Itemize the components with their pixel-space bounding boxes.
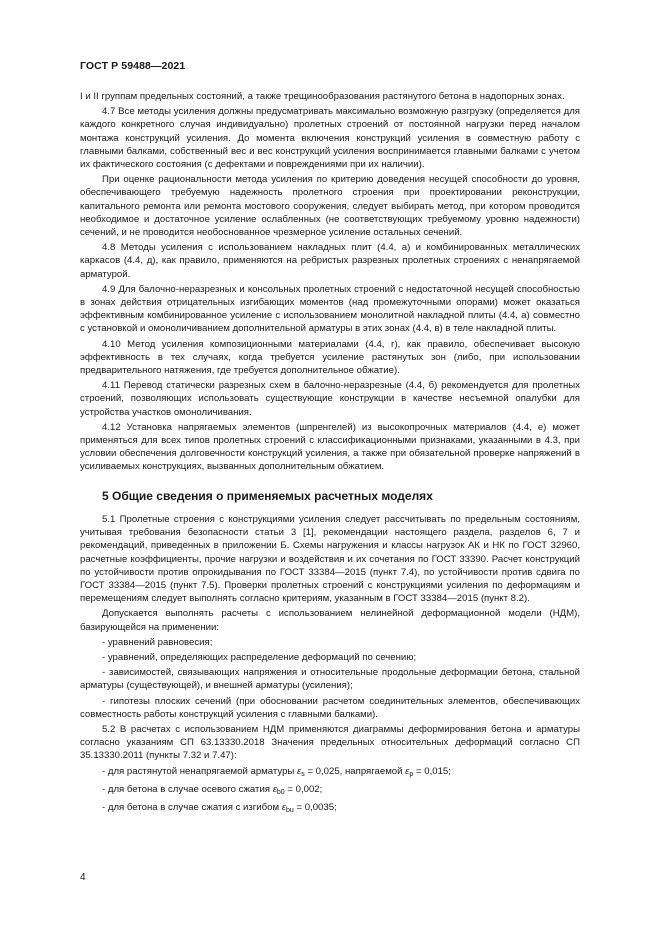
strain-limit-bending-compression: - для бетона в случае сжатия с изгибом $\varepsilon_{bu} = 0,0035$; [102,801,337,814]
paragraph-ndm-intro: Допускается выполнять расчеты с использованием нелинейной деформационной модели (НДМ), базирующейся на применении: [80,608,580,633]
paragraph-4-7: 4.7 Все методы усиления должны предусматривать максимально возможную разгрузку (определяется для каждого конкретного случая индивидуально) пролетных строений от постоянной нагрузки перед началом монтажа конструкций усиления. До момента включения конструкций усиления в совместную работу с главными балками, собственный вес и вес конструкций усиления воспринимается главными балками с учетом их фактического состояния (с дефектами и повреждениями при их наличии). [80,106,580,171]
section-5-heading: 5 Общие сведения о применяемых расчетных моделях [102,488,433,503]
paragraph-5-2: 5.2 В расчетах с использованием НДМ применяются диаграммы деформирования бетона и арматуры согласно указаниям СП 63.13330.2018 Значения предельных относительных деформаций согласно СП 35.13330.2011 (пункты 7.32 и 7.47): [80,723,580,762]
list-item: - зависимостей, связывающих напряжения и относительные продольные деформации бетона, стальной арматуры (существующей), и внешней арматуры (усиления); [80,667,580,692]
paragraph-4-12: 4.12 Установка напрягаемых элементов (шпренгелей) из высокопрочных материалов (4.4, е) может применяться для всех типов пролетных строений с классификационными признаками, указанными в 4.3, при условии обеспечения долговечности конструкций усиления, а также при обязательной проверке напряжений в усиливаемых конструкциях, вызванных дополнительным обжатием. [80,421,580,473]
list-item: - гипотезы плоских сечений (при обосновании расчетом соединительных элементов, обеспечивающих совместность работы конструкций усиления с главными балками). [80,695,580,720]
list-item: - уравнений равновесия; [102,636,213,648]
paragraph-4-6-continuation: I и II группам предельных состояний, а также трещинообразования растянутого бетона в надопорных зонах. [80,91,565,102]
paragraph-4-9: 4.9 Для балочно-неразрезных и консольных пролетных строений с недостаточной несущей способностью в зонах действия отрицательных изгибающих моментов (над промежуточными опорами) может оказаться эффективным комбинированное усиление с использованием монолитной накладной плиты (4.4, а) совместно с установкой и омоноличиванием дополнительной арматуры в этих зонах (4.4, в) в теле накладной плиты. [80,283,580,335]
paragraph-5-1: 5.1 Пролетные строения с конструкциями усиления следует рассчитывать по предельным состояниям, учитывая требования безопасности статьи 3 [1], рекомендации настоящего раздела, разделов 6, 7 и рекомендаций, приведенных в приложении Б. Схемы нагружения и классы нагрузок АК и НК по ГОСТ 32960, расчетные коэффициенты, прочие нагрузки и воздействия и их сочетания по ГОСТ 33390. Расчет конструкций по устойчивости против опрокидывания по ГОСТ 33384—2015 (пункт 7.4), по устойчивости против сдвига по ГОСТ 33384—2015 (пункт 7.5). Проверки пролетных строений с конструкциями усиления по деформациям и перемещениям следует выполнять согласно критериям, указанным в ГОСТ 33384—2015 (пункт 8.2). [80,513,580,605]
paragraph-4-11: 4.11 Перевод статически разрезных схем в балочно-неразрезные (4.4, б) рекомендуется для пролетных строений, позволяющих использовать существующие конструкции в качестве несъемной опалубки для устройства участков омоноличивания. [80,380,580,418]
paragraph-4-7-rationality: При оценке рациональности метода усиления по критерию доведения несущей способности до уровня, обеспечивающего требуемую надежность пролетного строения при проектировании реконструкции, капитального ремонта или ремонта мостового сооружения, следует выбирать метод, при котором проводится необходимое и достаточное усиление ослабленных (не соответствующих требуемому уровню надежности) сечений, и не проводится необоснованное чрезмерное усиление остальных сечений. [80,174,580,239]
paragraph-4-10: 4.10 Метод усиления композиционными материалами (4.4, г), как правило, обеспечивает высокую эффективность в тех случаях, когда требуется усиление растянутых зон (либо, при использовании предварительного натяжения, где требуется дополнительное обжатие). [80,338,580,377]
paragraph-4-8: 4.8 Методы усиления с использованием накладных плит (4.4, а) и комбинированных металлических каркасов (4.4, д), как правило, применяются на ребристых разрезных пролетных строениях с ненапрягаемой арматурой. [80,242,580,280]
list-item: - уравнений, определяющих распределение деформаций по сечению; [102,651,417,663]
strain-limit-reinforcement: - для растянутой ненапрягаемой арматуры $\varepsilon_s = 0,025$, напрягаемой $\varepsilon_p = 0,015$; [102,765,451,778]
document-code-header: ГОСТ Р 59488—2021 [80,60,186,72]
document-body [80,90,580,819]
page-number: 4 [80,872,86,883]
strain-limit-axial-compression: - для бетона в случае осевого сжатия $\varepsilon_{b0} = 0,002$; [102,783,323,796]
